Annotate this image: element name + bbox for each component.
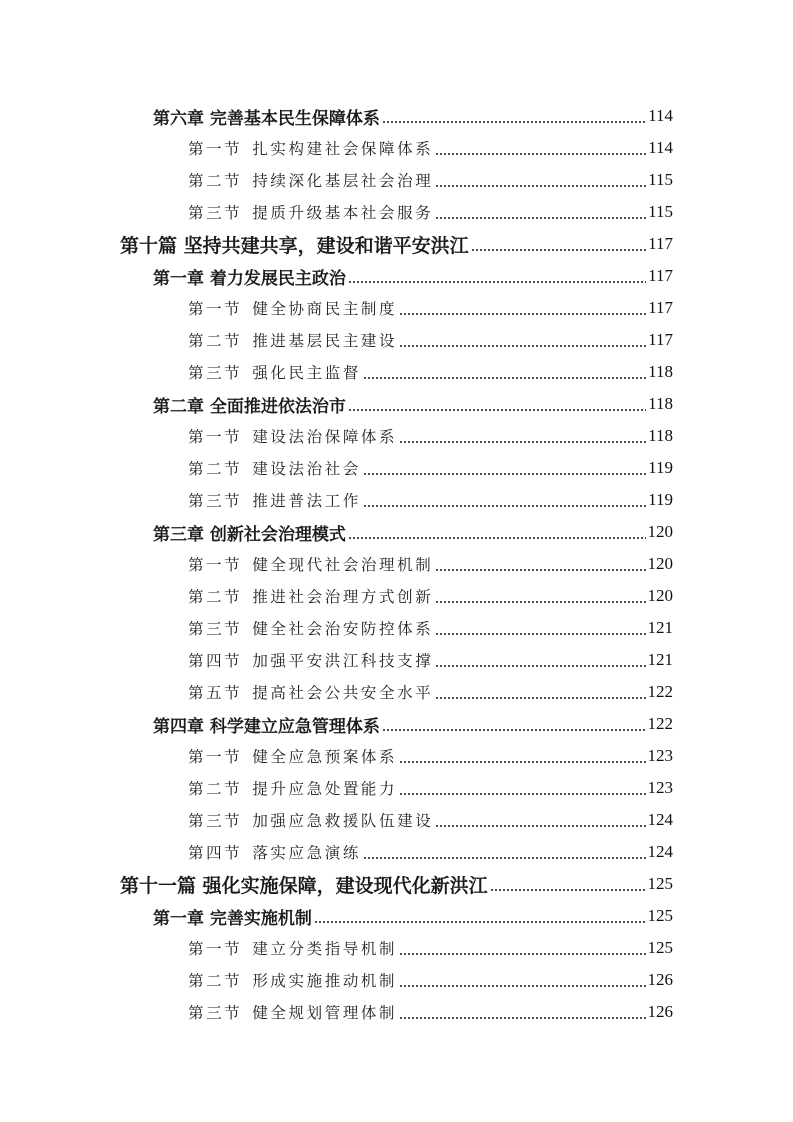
toc-entry-title — [188, 745, 397, 767]
toc-entry-title — [188, 777, 397, 799]
dot-leader — [348, 394, 646, 414]
table-of-contents — [0, 100, 793, 1028]
section-title: 建设法治社会 — [252, 460, 361, 478]
dot-leader — [435, 170, 646, 190]
toc-section-entry[interactable] — [0, 932, 793, 964]
dot-leader — [399, 298, 646, 318]
toc-section-entry[interactable] — [0, 836, 793, 868]
page-number: 114 — [648, 138, 673, 157]
toc-section-entry[interactable] — [0, 292, 793, 324]
toc-section-entry[interactable] — [0, 644, 793, 676]
toc-entry-title — [188, 297, 397, 319]
toc-entry-title: 第十篇 坚持共建共享，建设和谐平安洪江 — [120, 234, 469, 257]
toc-entry-title — [188, 649, 433, 671]
toc-entry-title — [188, 425, 397, 447]
section-number: 第三节 — [188, 812, 243, 830]
dot-leader — [435, 138, 646, 158]
toc-entry-title — [188, 361, 361, 383]
section-title: 健全现代社会治理机制 — [252, 556, 434, 574]
page-number: 118 — [648, 426, 673, 445]
page-number: 119 — [648, 490, 673, 509]
section-number: 第二节 — [188, 172, 243, 190]
toc-chapter-entry[interactable] — [0, 100, 793, 132]
section-title: 健全社会治安防控体系 — [252, 620, 434, 638]
dot-leader — [399, 778, 645, 798]
dot-leader — [363, 458, 646, 478]
section-number: 第三节 — [188, 364, 243, 382]
section-number: 第一节 — [188, 140, 243, 158]
dot-leader — [471, 234, 647, 254]
page-number: 122 — [647, 682, 673, 701]
section-title: 推进基层民主建设 — [252, 332, 398, 350]
section-number: 第一节 — [188, 300, 243, 318]
toc-section-entry[interactable] — [0, 452, 793, 484]
section-title: 提质升级基本社会服务 — [252, 204, 434, 222]
toc-chapter-entry[interactable] — [0, 260, 793, 292]
toc-entry-title: 第一章 完善实施机制 — [153, 908, 312, 929]
page-number: 117 — [648, 266, 673, 285]
page-number: 125 — [647, 874, 673, 893]
toc-entry-title: 第六章 完善基本民生保障体系 — [153, 108, 380, 129]
toc-entry-title — [188, 585, 433, 607]
section-title: 健全应急预案体系 — [252, 748, 398, 766]
toc-entry-title — [188, 169, 433, 191]
page-number: 118 — [648, 362, 673, 381]
toc-section-entry[interactable] — [0, 164, 793, 196]
dot-leader — [435, 202, 646, 222]
page-number: 118 — [648, 394, 673, 413]
section-number: 第二节 — [188, 460, 243, 478]
toc-chapter-entry[interactable] — [0, 388, 793, 420]
section-title: 加强平安洪江科技支撑 — [252, 652, 434, 670]
dot-leader — [399, 330, 646, 350]
page-number: 124 — [647, 842, 673, 861]
toc-chapter-entry[interactable] — [0, 516, 793, 548]
toc-entry-title — [188, 1001, 397, 1023]
page-number: 124 — [647, 810, 673, 829]
toc-section-entry[interactable] — [0, 356, 793, 388]
section-number: 第一节 — [188, 428, 243, 446]
toc-section-entry[interactable] — [0, 484, 793, 516]
toc-entry-title — [188, 969, 397, 991]
toc-section-entry[interactable] — [0, 996, 793, 1028]
dot-leader — [435, 682, 645, 702]
section-number: 第四节 — [188, 652, 243, 670]
dot-leader — [382, 714, 646, 734]
toc-entry-title: 第四章 科学建立应急管理体系 — [153, 716, 380, 737]
section-number: 第三节 — [188, 620, 243, 638]
toc-section-entry[interactable] — [0, 324, 793, 356]
section-title: 扎实构建社会保障体系 — [252, 140, 434, 158]
toc-chapter-entry[interactable] — [0, 708, 793, 740]
section-title: 建立分类指导机制 — [252, 940, 398, 958]
section-title: 提升应急处置能力 — [252, 780, 398, 798]
page-number: 122 — [647, 714, 673, 733]
page-number: 126 — [647, 1002, 673, 1021]
section-number: 第二节 — [188, 780, 243, 798]
toc-entry-title — [188, 201, 433, 223]
section-number: 第三节 — [188, 204, 243, 222]
dot-leader — [490, 874, 646, 894]
toc-entry-title — [188, 553, 433, 575]
toc-part-entry[interactable] — [0, 868, 793, 900]
section-number: 第四节 — [188, 844, 243, 862]
section-number: 第三节 — [188, 492, 243, 510]
section-number: 第二节 — [188, 972, 243, 990]
toc-entry-title — [188, 681, 433, 703]
toc-section-entry[interactable] — [0, 772, 793, 804]
dot-leader — [363, 490, 646, 510]
toc-section-entry[interactable] — [0, 676, 793, 708]
toc-section-entry[interactable] — [0, 964, 793, 996]
page-number: 125 — [647, 906, 673, 925]
section-number: 第一节 — [188, 940, 243, 958]
toc-section-entry[interactable] — [0, 580, 793, 612]
dot-leader — [435, 650, 645, 670]
toc-entry-title: 第十一篇 强化实施保障，建设现代化新洪江 — [120, 874, 488, 897]
toc-entry-title — [188, 937, 397, 959]
page-number: 117 — [648, 298, 673, 317]
page-number: 115 — [648, 170, 673, 189]
toc-section-entry[interactable] — [0, 612, 793, 644]
toc-entry-title: 第二章 全面推进依法治市 — [153, 396, 346, 417]
toc-chapter-entry[interactable] — [0, 900, 793, 932]
page-number: 121 — [647, 650, 673, 669]
section-number: 第三节 — [188, 1004, 243, 1022]
toc-section-entry[interactable] — [0, 196, 793, 228]
section-title: 加强应急救援队伍建设 — [252, 812, 434, 830]
toc-entry-title — [188, 457, 361, 479]
toc-section-entry[interactable] — [0, 804, 793, 836]
section-number: 第五节 — [188, 684, 243, 702]
dot-leader — [435, 810, 645, 830]
page-number: 120 — [647, 586, 673, 605]
toc-entry-title — [188, 489, 361, 511]
toc-entry-title — [188, 329, 397, 351]
page-number: 120 — [647, 522, 673, 541]
toc-entry-title: 第一章 着力发展民主政治 — [153, 268, 346, 289]
dot-leader — [435, 554, 645, 574]
section-number: 第二节 — [188, 588, 243, 606]
section-title: 建设法治保障体系 — [252, 428, 398, 446]
page-number: 125 — [647, 938, 673, 957]
section-title: 提高社会公共安全水平 — [252, 684, 434, 702]
section-title: 强化民主监督 — [252, 364, 361, 382]
page-number: 123 — [647, 778, 673, 797]
dot-leader — [363, 842, 646, 862]
dot-leader — [348, 522, 646, 542]
section-title: 推进普法工作 — [252, 492, 361, 510]
toc-part-entry[interactable] — [0, 228, 793, 260]
section-number: 第一节 — [188, 556, 243, 574]
page-number: 117 — [648, 330, 673, 349]
section-number: 第一节 — [188, 748, 243, 766]
toc-entry-title — [188, 809, 433, 831]
toc-section-entry[interactable] — [0, 132, 793, 164]
page-number: 126 — [647, 970, 673, 989]
dot-leader — [399, 746, 645, 766]
page-number: 115 — [648, 202, 673, 221]
dot-leader — [435, 586, 645, 606]
toc-section-entry[interactable] — [0, 548, 793, 580]
toc-entry-title — [188, 841, 361, 863]
toc-entry-title — [188, 137, 433, 159]
dot-leader — [435, 618, 645, 638]
page-number: 123 — [647, 746, 673, 765]
toc-section-entry[interactable] — [0, 420, 793, 452]
page-number: 119 — [648, 458, 673, 477]
dot-leader — [399, 970, 645, 990]
section-title: 落实应急演练 — [252, 844, 361, 862]
toc-entry-title: 第三章 创新社会治理模式 — [153, 524, 346, 545]
section-title: 健全协商民主制度 — [252, 300, 398, 318]
section-title: 持续深化基层社会治理 — [252, 172, 434, 190]
dot-leader — [382, 106, 646, 126]
page-number: 114 — [648, 106, 673, 125]
page-number: 117 — [648, 234, 673, 253]
dot-leader — [363, 362, 646, 382]
dot-leader — [399, 1002, 645, 1022]
page-number: 121 — [647, 618, 673, 637]
toc-entry-title — [188, 617, 433, 639]
page-number: 120 — [647, 554, 673, 573]
section-title: 形成实施推动机制 — [252, 972, 398, 990]
dot-leader — [399, 938, 645, 958]
dot-leader — [399, 426, 646, 446]
section-title: 健全规划管理体制 — [252, 1004, 398, 1022]
dot-leader — [314, 906, 646, 926]
section-number: 第二节 — [188, 332, 243, 350]
section-title: 推进社会治理方式创新 — [252, 588, 434, 606]
toc-section-entry[interactable] — [0, 740, 793, 772]
dot-leader — [348, 266, 646, 286]
